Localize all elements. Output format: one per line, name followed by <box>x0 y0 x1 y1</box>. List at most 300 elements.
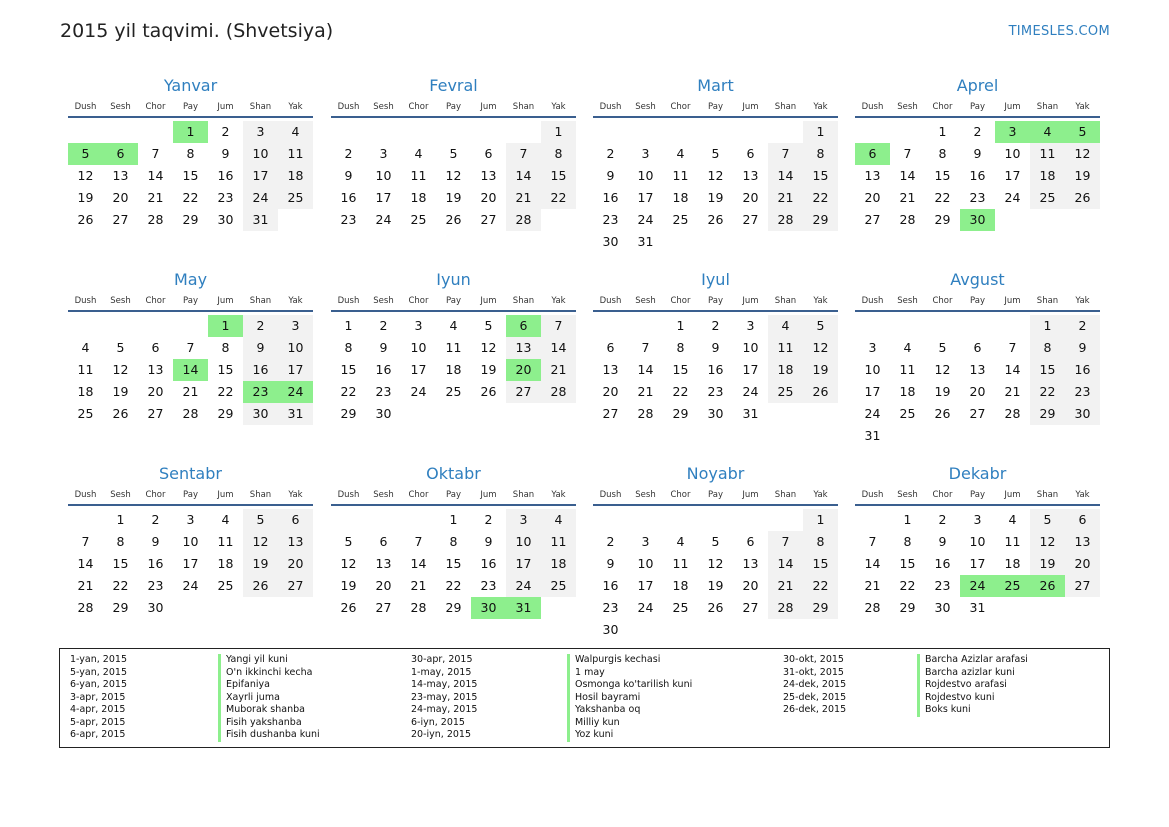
holiday-name: Fisih yakshanba <box>218 717 320 730</box>
day-cell: 30 <box>707 406 724 421</box>
day-cell: 4 <box>221 512 230 527</box>
header-divider <box>68 310 313 312</box>
weekday-label: Pay <box>446 490 461 500</box>
weekday-label: Jum <box>742 490 759 500</box>
day-cell: 25 <box>445 384 462 399</box>
day-cell: 26 <box>1065 187 1100 209</box>
day-cell: 23 <box>934 578 951 593</box>
day-cell: 12 <box>480 340 497 355</box>
day-cell: 2 <box>973 124 982 139</box>
month-name: Iyul <box>701 270 730 289</box>
day-cell: 8 <box>449 534 458 549</box>
holiday-name: Osmonga ko'tarilish kuni <box>567 679 692 692</box>
day-cell: 30 <box>375 406 392 421</box>
day-cell: 14 <box>506 165 541 187</box>
weekday-label: Chor <box>670 296 691 306</box>
day-cell: 4 <box>676 534 685 549</box>
month-name: Yanvar <box>163 76 218 95</box>
holiday-date: 24-may, 2015 <box>411 704 478 715</box>
weekday-label: Dush <box>861 490 884 500</box>
weekday-label: Shan <box>512 102 535 112</box>
month-dekabr <box>855 463 1100 615</box>
day-cell: 16 <box>969 168 986 183</box>
day-cell: 3 <box>506 509 541 531</box>
day-grid <box>593 315 838 445</box>
day-cell: 11 <box>672 556 689 571</box>
day-cell: 26 <box>934 406 951 421</box>
weekday-label: Sesh <box>635 102 656 112</box>
day-cell: 15 <box>340 362 357 377</box>
day-cell: 27 <box>864 212 881 227</box>
day-cell: 19 <box>707 190 724 205</box>
day-cell: 26 <box>707 212 724 227</box>
day-cell: 9 <box>606 556 615 571</box>
legend-names-col1 <box>218 654 320 742</box>
header-divider <box>593 116 838 118</box>
holiday-date: 31-okt, 2015 <box>783 666 844 678</box>
weekday-label: Sesh <box>897 490 918 500</box>
weekday-label: Pay <box>183 102 198 112</box>
day-cell: 12 <box>934 362 951 377</box>
weekday-header <box>593 102 838 114</box>
day-cell: 27 <box>375 600 392 615</box>
day-cell: 27 <box>602 406 619 421</box>
day-cell: 30 <box>217 212 234 227</box>
brand-link[interactable]: TIMESLES.COM <box>1008 24 1110 39</box>
day-cell: 13 <box>864 168 881 183</box>
day-cell: 18 <box>77 384 94 399</box>
holiday-day-cell: 3 <box>995 121 1030 143</box>
day-cell: 16 <box>602 190 619 205</box>
day-cell: 12 <box>112 362 129 377</box>
weekday-label: Jum <box>1004 296 1021 306</box>
day-cell: 13 <box>112 168 129 183</box>
weekday-label: Sesh <box>110 296 131 306</box>
day-cell: 31 <box>742 406 759 421</box>
day-cell: 13 <box>375 556 392 571</box>
day-cell: 30 <box>602 622 619 637</box>
day-cell: 28 <box>768 209 803 231</box>
day-cell: 8 <box>903 534 912 549</box>
day-cell: 9 <box>1065 337 1100 359</box>
day-cell: 4 <box>541 509 576 531</box>
day-cell: 26 <box>340 600 357 615</box>
day-cell: 9 <box>484 534 493 549</box>
day-cell: 15 <box>217 362 234 377</box>
weekday-label: Sesh <box>635 296 656 306</box>
day-cell: 1 <box>116 512 125 527</box>
day-cell: 15 <box>541 165 576 187</box>
weekday-label: Dush <box>337 102 360 112</box>
day-cell: 11 <box>410 168 427 183</box>
day-cell: 1 <box>676 318 685 333</box>
day-cell: 23 <box>707 384 724 399</box>
day-cell: 17 <box>637 190 654 205</box>
header-divider <box>68 504 313 506</box>
day-cell: 31 <box>278 403 313 425</box>
day-cell: 6 <box>379 534 388 549</box>
holiday-day-cell: 5 <box>68 143 103 165</box>
day-cell: 18 <box>410 190 427 205</box>
day-cell: 2 <box>221 124 230 139</box>
weekday-label: Chor <box>408 296 429 306</box>
day-cell: 1 <box>344 318 353 333</box>
holiday-date: 4-apr, 2015 <box>70 704 126 715</box>
weekday-label: Jum <box>217 296 234 306</box>
weekday-label: Yak <box>288 490 303 500</box>
day-cell: 5 <box>711 146 720 161</box>
day-cell: 5 <box>484 318 493 333</box>
day-cell: 10 <box>969 534 986 549</box>
holiday-name: Xayrli juma <box>218 692 320 705</box>
day-cell: 11 <box>1004 534 1021 549</box>
day-cell: 12 <box>803 337 838 359</box>
weekday-label: Chor <box>408 102 429 112</box>
holiday-date: 3-apr, 2015 <box>70 691 126 703</box>
day-cell: 24 <box>375 212 392 227</box>
day-cell: 14 <box>1004 362 1021 377</box>
day-cell: 10 <box>182 534 199 549</box>
day-cell: 20 <box>742 578 759 593</box>
day-cell: 4 <box>1008 512 1017 527</box>
weekday-label: Yak <box>813 102 828 112</box>
day-cell: 12 <box>340 556 357 571</box>
day-cell: 16 <box>243 359 278 381</box>
weekday-label: Pay <box>183 296 198 306</box>
day-cell: 7 <box>506 143 541 165</box>
day-cell: 2 <box>1065 315 1100 337</box>
day-cell: 20 <box>112 190 129 205</box>
weekday-label: Pay <box>708 296 723 306</box>
day-cell: 24 <box>1004 190 1021 205</box>
day-cell: 28 <box>147 212 164 227</box>
day-cell: 11 <box>278 143 313 165</box>
day-cell: 31 <box>864 428 881 443</box>
weekday-label: Chor <box>145 490 166 500</box>
day-cell: 17 <box>637 578 654 593</box>
weekday-label: Sesh <box>635 490 656 500</box>
day-cell: 11 <box>77 362 94 377</box>
day-cell: 1 <box>938 124 947 139</box>
day-cell: 1 <box>449 512 458 527</box>
day-cell: 7 <box>868 534 877 549</box>
day-cell: 2 <box>344 146 353 161</box>
day-cell: 29 <box>182 212 199 227</box>
holiday-name: Barcha azizlar kuni <box>917 667 1028 680</box>
day-cell: 7 <box>768 531 803 553</box>
day-cell: 5 <box>449 146 458 161</box>
holiday-day-cell: 25 <box>995 575 1030 597</box>
holiday-day-cell: 5 <box>1065 121 1100 143</box>
weekday-label: Pay <box>446 296 461 306</box>
day-cell: 24 <box>182 578 199 593</box>
day-cell: 23 <box>375 384 392 399</box>
day-cell: 23 <box>217 190 234 205</box>
day-cell: 3 <box>973 512 982 527</box>
weekday-label: Dush <box>337 490 360 500</box>
weekday-label: Sesh <box>897 102 918 112</box>
day-cell: 21 <box>899 190 916 205</box>
day-cell: 20 <box>742 190 759 205</box>
day-cell: 24 <box>637 600 654 615</box>
weekday-label: Yak <box>813 296 828 306</box>
day-cell: 22 <box>803 575 838 597</box>
holiday-name: O'n ikkinchi kecha <box>218 667 320 680</box>
holiday-day-cell: 24 <box>960 575 995 597</box>
day-cell: 10 <box>410 340 427 355</box>
weekday-label: Yak <box>813 490 828 500</box>
day-cell: 9 <box>344 168 353 183</box>
day-cell: 20 <box>1065 553 1100 575</box>
day-cell: 17 <box>182 556 199 571</box>
day-cell: 8 <box>938 146 947 161</box>
weekday-header <box>68 296 313 308</box>
holiday-name: Yangi yil kuni <box>218 654 320 667</box>
weekday-label: Jum <box>480 102 497 112</box>
weekday-header <box>331 296 576 308</box>
day-cell: 12 <box>77 168 94 183</box>
day-cell: 12 <box>707 168 724 183</box>
day-cell: 1 <box>803 509 838 531</box>
day-cell: 11 <box>768 337 803 359</box>
day-cell: 22 <box>899 578 916 593</box>
day-grid <box>331 315 576 445</box>
day-cell: 22 <box>1030 381 1065 403</box>
day-cell: 11 <box>899 362 916 377</box>
day-cell: 10 <box>278 337 313 359</box>
month-name: Noyabr <box>686 464 745 483</box>
holiday-date: 26-dek, 2015 <box>783 704 847 715</box>
weekday-label: Chor <box>408 490 429 500</box>
day-cell: 2 <box>711 318 720 333</box>
day-cell: 6 <box>973 340 982 355</box>
weekday-label: Dush <box>861 102 884 112</box>
day-cell: 27 <box>742 212 759 227</box>
day-cell: 18 <box>1004 556 1021 571</box>
day-cell: 21 <box>768 575 803 597</box>
holiday-day-cell: 14 <box>173 359 208 381</box>
day-cell: 30 <box>602 234 619 249</box>
day-cell: 4 <box>81 340 90 355</box>
day-cell: 15 <box>934 168 951 183</box>
weekday-header <box>855 296 1100 308</box>
weekday-label: Chor <box>932 296 953 306</box>
header-divider <box>331 310 576 312</box>
weekday-header <box>331 490 576 502</box>
weekday-label: Jum <box>1004 490 1021 500</box>
day-cell: 7 <box>151 146 160 161</box>
day-cell: 23 <box>1065 381 1100 403</box>
day-cell: 2 <box>151 512 160 527</box>
day-cell: 18 <box>541 553 576 575</box>
day-cell: 17 <box>969 556 986 571</box>
holiday-date: 5-apr, 2015 <box>70 716 126 728</box>
day-cell: 25 <box>77 406 94 421</box>
holiday-day-cell: 6 <box>855 143 890 165</box>
holiday-day-cell: 6 <box>103 143 138 165</box>
day-cell: 26 <box>445 212 462 227</box>
day-cell: 5 <box>1030 509 1065 531</box>
month-may <box>68 269 313 421</box>
day-cell: 7 <box>1008 340 1017 355</box>
weekday-label: Shan <box>512 490 535 500</box>
day-cell: 21 <box>506 187 541 209</box>
month-sentabr <box>68 463 313 615</box>
day-cell: 9 <box>711 340 720 355</box>
day-cell: 20 <box>969 384 986 399</box>
weekday-label: Shan <box>1036 102 1059 112</box>
day-cell: 23 <box>480 578 497 593</box>
day-cell: 7 <box>541 315 576 337</box>
weekday-label: Chor <box>145 296 166 306</box>
day-cell: 7 <box>81 534 90 549</box>
day-cell: 29 <box>340 406 357 421</box>
weekday-label: Pay <box>708 490 723 500</box>
holiday-date: 5-yan, 2015 <box>70 666 127 678</box>
day-cell: 22 <box>672 384 689 399</box>
day-cell: 2 <box>379 318 388 333</box>
day-cell: 27 <box>1065 575 1100 597</box>
day-cell: 26 <box>480 384 497 399</box>
day-cell: 22 <box>340 384 357 399</box>
day-cell: 30 <box>1065 403 1100 425</box>
weekday-label: Sesh <box>110 102 131 112</box>
day-cell: 8 <box>186 146 195 161</box>
weekday-label: Chor <box>145 102 166 112</box>
day-cell: 17 <box>864 384 881 399</box>
weekday-label: Yak <box>1075 296 1090 306</box>
day-cell: 17 <box>742 362 759 377</box>
day-cell: 22 <box>934 190 951 205</box>
day-cell: 9 <box>379 340 388 355</box>
day-cell: 2 <box>606 146 615 161</box>
weekday-label: Dush <box>74 296 97 306</box>
day-cell: 16 <box>602 578 619 593</box>
day-cell: 24 <box>742 384 759 399</box>
weekday-label: Sesh <box>373 296 394 306</box>
day-cell: 28 <box>899 212 916 227</box>
day-grid <box>593 509 838 639</box>
holiday-date: 1-yan, 2015 <box>70 654 127 665</box>
day-cell: 29 <box>672 406 689 421</box>
day-cell: 29 <box>803 597 838 619</box>
day-cell: 22 <box>112 578 129 593</box>
day-cell: 25 <box>768 381 803 403</box>
day-cell: 20 <box>602 384 619 399</box>
weekday-label: Dush <box>74 490 97 500</box>
weekday-label: Pay <box>446 102 461 112</box>
day-cell: 13 <box>147 362 164 377</box>
weekday-label: Yak <box>551 296 566 306</box>
weekday-label: Chor <box>670 490 691 500</box>
weekday-label: Shan <box>1036 490 1059 500</box>
holiday-day-cell: 6 <box>506 315 541 337</box>
day-cell: 18 <box>445 362 462 377</box>
day-cell: 3 <box>746 318 755 333</box>
weekday-label: Yak <box>1075 102 1090 112</box>
weekday-label: Yak <box>1075 490 1090 500</box>
day-cell: 20 <box>864 190 881 205</box>
day-cell: 21 <box>147 190 164 205</box>
day-cell: 2 <box>484 512 493 527</box>
holiday-day-cell: 30 <box>471 597 506 619</box>
day-cell: 3 <box>186 512 195 527</box>
day-cell: 8 <box>1030 337 1065 359</box>
day-cell: 22 <box>182 190 199 205</box>
legend-dates-col3 <box>783 654 846 717</box>
day-cell: 29 <box>899 600 916 615</box>
day-cell: 20 <box>480 190 497 205</box>
day-cell: 18 <box>768 359 803 381</box>
day-cell: 6 <box>278 509 313 531</box>
day-cell: 7 <box>903 146 912 161</box>
day-cell: 14 <box>768 165 803 187</box>
day-cell: 18 <box>899 384 916 399</box>
day-cell: 4 <box>449 318 458 333</box>
day-cell: 9 <box>973 146 982 161</box>
day-grid <box>68 315 313 445</box>
day-cell: 4 <box>676 146 685 161</box>
day-cell: 19 <box>77 190 94 205</box>
day-cell: 2 <box>606 534 615 549</box>
month-avgust <box>855 269 1100 443</box>
day-cell: 9 <box>938 534 947 549</box>
holiday-day-cell: 4 <box>1030 121 1065 143</box>
day-cell: 3 <box>868 340 877 355</box>
weekday-label: Sesh <box>897 296 918 306</box>
day-cell: 24 <box>864 406 881 421</box>
month-yanvar <box>68 75 313 227</box>
day-cell: 2 <box>938 512 947 527</box>
day-cell: 6 <box>484 146 493 161</box>
weekday-header <box>593 490 838 502</box>
day-cell: 26 <box>112 406 129 421</box>
day-cell: 28 <box>864 600 881 615</box>
day-cell: 26 <box>803 381 838 403</box>
weekday-label: Pay <box>970 102 985 112</box>
day-cell: 24 <box>410 384 427 399</box>
day-cell: 14 <box>147 168 164 183</box>
day-cell: 12 <box>243 531 278 553</box>
day-cell: 26 <box>243 575 278 597</box>
day-cell: 19 <box>340 578 357 593</box>
day-cell: 5 <box>938 340 947 355</box>
header-divider <box>855 310 1100 312</box>
weekday-label: Sesh <box>110 490 131 500</box>
day-cell: 21 <box>182 384 199 399</box>
day-cell: 18 <box>278 165 313 187</box>
page-title: 2015 yil taqvimi. (Shvetsiya) <box>60 20 334 42</box>
day-cell: 7 <box>768 143 803 165</box>
holiday-day-cell: 1 <box>173 121 208 143</box>
day-cell: 23 <box>147 578 164 593</box>
day-cell: 15 <box>672 362 689 377</box>
day-cell: 17 <box>1004 168 1021 183</box>
day-cell: 4 <box>768 315 803 337</box>
day-cell: 25 <box>217 578 234 593</box>
weekday-label: Yak <box>551 102 566 112</box>
day-cell: 31 <box>969 600 986 615</box>
month-name: Dekabr <box>948 464 1007 483</box>
day-cell: 13 <box>969 362 986 377</box>
month-name: Fevral <box>429 76 478 95</box>
day-cell: 6 <box>746 534 755 549</box>
day-grid <box>331 121 576 251</box>
holiday-name: Boks kuni <box>917 704 1028 717</box>
day-cell: 8 <box>116 534 125 549</box>
day-cell: 29 <box>934 212 951 227</box>
header-divider <box>593 504 838 506</box>
